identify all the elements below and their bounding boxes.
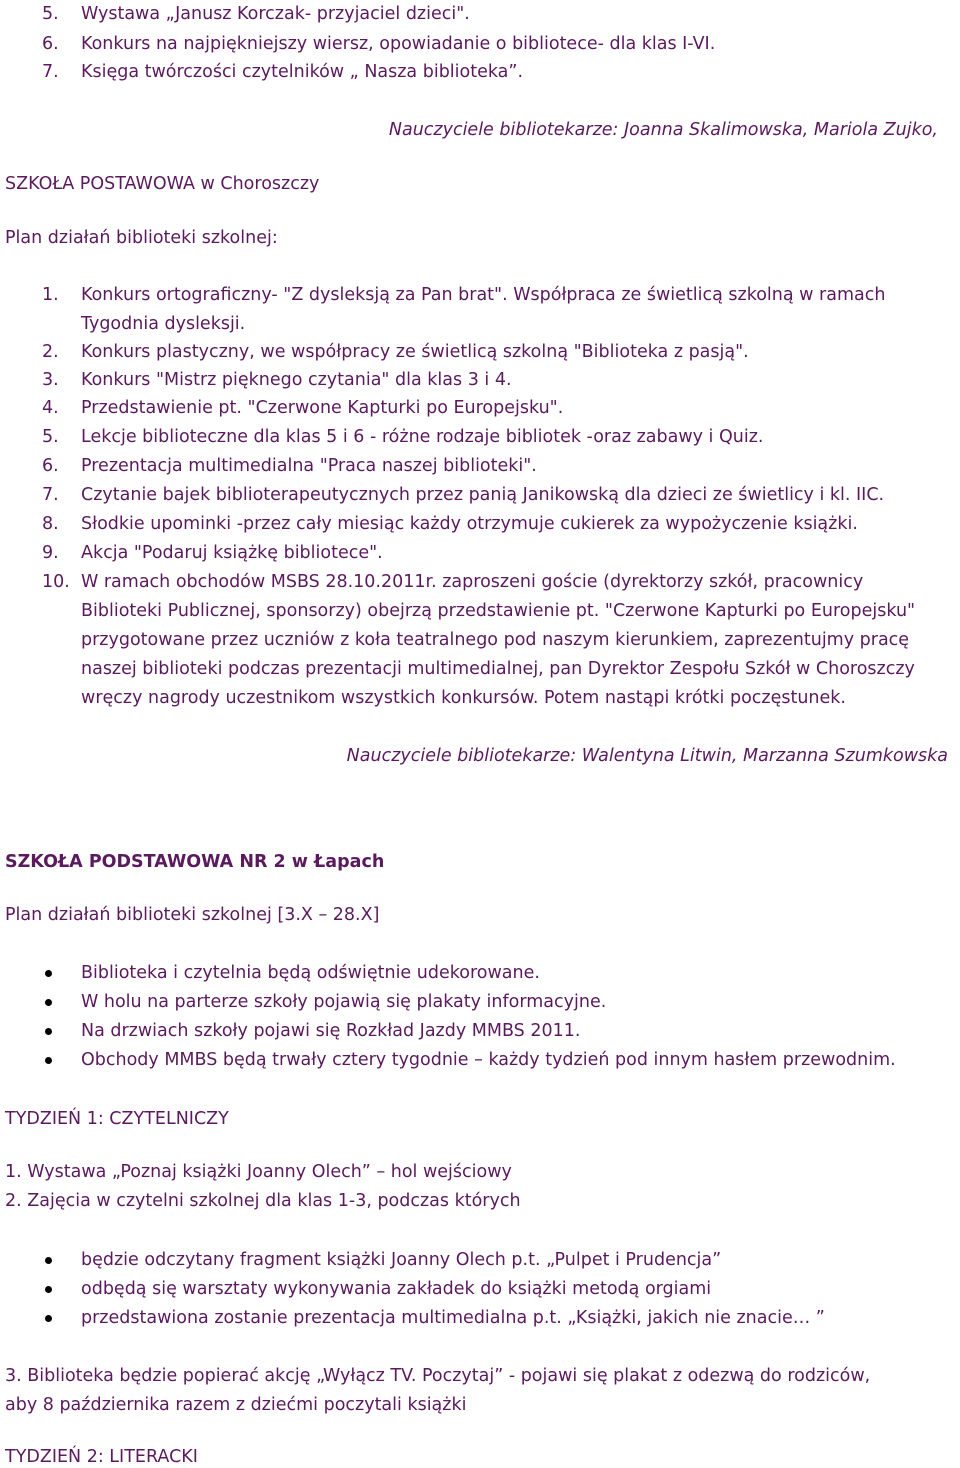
list-number: 7. — [42, 485, 59, 505]
plan-label: Plan działań biblioteki szkolnej: — [5, 228, 278, 248]
teachers-signature: Nauczyciele bibliotekarze: Walentyna Litwin, Marzanna Szumkowska — [346, 746, 948, 766]
list-item-continuation: wręczy nagrody uczestnikom wszystkich konkursów. Potem nastąpi krótki poczęstunek. — [81, 688, 846, 708]
list-number: 9. — [42, 543, 59, 563]
list-number: 5. — [42, 4, 59, 24]
list-item: Słodkie upominki -przez cały miesiąc każdy otrzymuje cukierek za wypożyczenie książki. — [81, 514, 858, 534]
list-item: Księga twórczości czytelników „ Nasza biblioteka”. — [81, 62, 524, 82]
list-item: Konkurs na najpiękniejszy wiersz, opowiadanie o bibliotece- dla klas I-VI. — [81, 34, 716, 54]
list-number: 6. — [42, 34, 59, 54]
list-number: 7. — [42, 62, 59, 82]
list-item-continuation: Tygodnia dysleksji. — [81, 314, 246, 334]
list-item: Konkurs "Mistrz pięknego czytania" dla klas 3 i 4. — [81, 370, 512, 390]
list-item: Czytanie bajek biblioterapeutycznych przez panią Janikowską dla dzieci ze świetlicy i kl. IIC. — [81, 485, 885, 505]
list-number: 10. — [42, 572, 70, 592]
bullet-icon — [45, 1257, 52, 1264]
bullet-icon — [45, 1028, 52, 1035]
list-number: 4. — [42, 398, 59, 418]
bullet-item: W holu na parterze szkoły pojawią się plakaty informacyjne. — [81, 992, 607, 1012]
bullet-icon — [45, 1057, 52, 1064]
week-heading: TYDZIEŃ 1: CZYTELNICZY — [5, 1109, 229, 1129]
list-number: 3. — [42, 370, 59, 390]
list-number: 1. — [42, 285, 59, 305]
week-item: 2. Zajęcia w czytelni szkolnej dla klas 1-3, podczas których — [5, 1191, 521, 1211]
teachers-signature: Nauczyciele bibliotekarze: Joanna Skalimowska, Mariola Zujko, — [388, 120, 938, 140]
list-number: 6. — [42, 456, 59, 476]
week-item: 3. Biblioteka będzie popierać akcję „Wyłącz TV. Poczytaj” - pojawi się plakat z odezwą do rodziców, — [5, 1366, 871, 1386]
week-item-continuation: aby 8 października razem z dziećmi poczytali książki — [5, 1395, 467, 1415]
school-heading: SZKOŁA POSTAWOWA w Choroszczy — [5, 174, 320, 194]
bullet-item: będzie odczytany fragment książki Joanny Olech p.t. „Pulpet i Prudencja” — [81, 1250, 722, 1270]
list-item-continuation: naszej biblioteki podczas prezentacji multimedialnej, pan Dyrektor Zespołu Szkół w Choroszczy — [81, 659, 915, 679]
plan-label: Plan działań biblioteki szkolnej [3.X – 28.X] — [5, 905, 380, 925]
list-number: 5. — [42, 427, 59, 447]
bullet-icon — [45, 1286, 52, 1293]
list-item: Lekcje biblioteczne dla klas 5 i 6 - różne rodzaje bibliotek -oraz zabawy i Quiz. — [81, 427, 764, 447]
list-item: Wystawa „Janusz Korczak- przyjaciel dzieci". — [81, 4, 470, 24]
bullet-icon — [45, 999, 52, 1006]
list-item: Akcja "Podaruj książkę bibliotece". — [81, 543, 383, 563]
school-heading: SZKOŁA PODSTAWOWA NR 2 w Łapach — [5, 852, 385, 872]
bullet-item: Biblioteka i czytelnia będą odświętnie udekorowane. — [81, 963, 540, 983]
bullet-icon — [45, 1315, 52, 1322]
list-item-continuation: Biblioteki Publicznej, sponsorzy) obejrzą przedstawienie pt. "Czerwone Kapturki po Europejsku" — [81, 601, 916, 621]
list-number: 8. — [42, 514, 59, 534]
list-item: Konkurs ortograficzny- "Z dysleksją za Pan brat". Współpraca ze świetlicą szkolną w ramach — [81, 285, 886, 305]
list-item: Przedstawienie pt. "Czerwone Kapturki po Europejsku". — [81, 398, 564, 418]
list-number: 2. — [42, 342, 59, 362]
week-item: 1. Wystawa „Poznaj książki Joanny Olech” – hol wejściowy — [5, 1162, 512, 1182]
list-item: W ramach obchodów MSBS 28.10.2011r. zaproszeni goście (dyrektorzy szkół, pracownicy — [81, 572, 864, 592]
list-item: Prezentacja multimedialna "Praca naszej biblioteki". — [81, 456, 537, 476]
bullet-item: Obchody MMBS będą trwały cztery tygodnie – każdy tydzień pod innym hasłem przewodnim. — [81, 1050, 896, 1070]
bullet-item: Na drzwiach szkoły pojawi się Rozkład Jazdy MMBS 2011. — [81, 1021, 581, 1041]
bullet-item: odbędą się warsztaty wykonywania zakładek do książki metodą orgiami — [81, 1279, 712, 1299]
list-item-continuation: przygotowane przez uczniów z koła teatralnego pod naszym kierunkiem, zaprezentujmy pracę — [81, 630, 910, 650]
week-heading: TYDZIEŃ 2: LITERACKI — [5, 1447, 198, 1467]
list-item: Konkurs plastyczny, we współpracy ze świetlicą szkolną "Biblioteka z pasją". — [81, 342, 749, 362]
bullet-icon — [45, 970, 52, 977]
bullet-item: przedstawiona zostanie prezentacja multimedialna p.t. „Książki, jakich nie znacie… ” — [81, 1308, 825, 1328]
